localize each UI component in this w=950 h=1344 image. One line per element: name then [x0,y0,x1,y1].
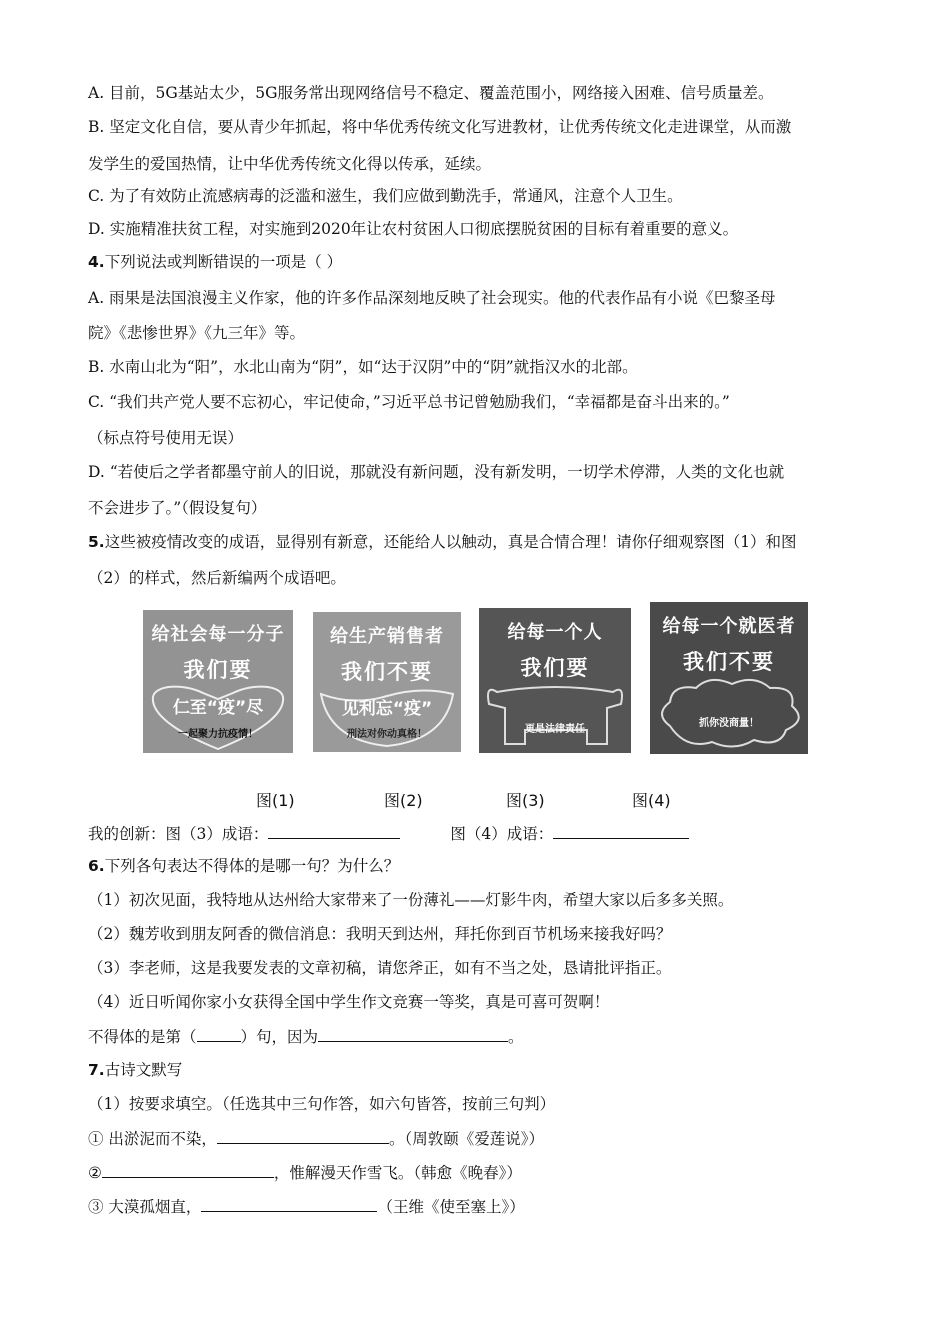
q7-sub1: （1）按要求填空。（任选其中三句作答，如六句皆答，按前三句判） [88,1095,556,1113]
q7-stem: 古诗文默写 [104,1061,183,1079]
q6-sentence-4: （4）近日听闻你家小女获得全国中学生作文竞赛一等奖，真是可喜可贺啊！ [88,993,610,1011]
q3-option-d: D. 实施精准扶贫工程，对实施到2020年让农村贫困人口彻底摆脱贫困的目标有着重要的意义。 [88,220,739,238]
q7-item-1 [88,1127,544,1150]
q4-option-d-line2: 不会进步了。”（假设复句） [88,499,267,517]
q7-stem-line [88,1059,182,1081]
q4-stem-line [88,251,342,273]
image4-small-text: 抓你没商量！ [699,718,759,729]
image2-idiom: 见利忘“疫” [341,699,433,719]
caption-1: 图(1) [256,791,295,810]
q4-stem: 下列说法或判断错误的一项是（ ） [104,253,343,271]
q5-answer-blank-4[interactable] [553,822,689,839]
q6-blank-reason[interactable] [318,1025,508,1042]
q6-stem-line [88,855,399,877]
q7-item3-blank[interactable] [201,1195,377,1212]
q4-number: 4. [88,253,105,271]
q4-option-a-line1: A. 雨果是法国浪漫主义作家，他的许多作品深刻地反映了社会现实。他的代表作品有小说《巴黎圣母 [88,289,776,307]
q7-item2-blank[interactable] [102,1161,274,1178]
q7-item3-part-b: （王维《使至塞上》） [377,1198,525,1216]
image3-small-text: 更是法律责任 [525,724,585,735]
idiom-image-2 [313,612,461,752]
image3-line2: 我们要 [520,656,590,680]
image1-line2: 我们要 [183,658,253,682]
q3-option-a: A. 目前，5G基站太少，5G服务常出现网络信号不稳定、覆盖范围小，网络接入困难、信号质量差。 [88,84,774,102]
image2-line1: 给生产销售者 [330,626,444,647]
q5-answer-blank-3[interactable] [268,822,400,839]
ox-icon [479,678,631,753]
q6-answer-part-b: ）句，因为 [240,1028,319,1046]
q6-sentence-1: （1）初次见面，我特地从达州给大家带来了一份薄礼——灯影牛肉，希望大家以后多多关照。 [88,891,734,909]
q7-item2-part-a: ② [88,1164,102,1182]
image1-idiom: 仁至“疫”尽 [172,698,264,718]
q6-sentence-2: （2）魏芳收到朋友阿香的微信消息：我明天到达州，拜托你到百节机场来接我好吗？ [88,925,672,943]
q6-blank-sentence[interactable] [197,1025,241,1042]
q4-option-c-line2: （标点符号使用无误） [88,429,244,447]
q4-option-d-line1: D. “若使后之学者都墨守前人的旧说，那就没有新问题，没有新发明，一切学术停滞，人类的文化也就 [88,463,785,481]
caption-3: 图(3) [506,791,545,810]
q7-item1-blank[interactable] [217,1127,389,1144]
q5-answer-prefix: 我的创新：图（3）成语： [88,825,269,843]
image4-line2: 我们不要 [683,650,775,674]
q7-item-2 [88,1161,522,1184]
image1-line1: 给社会每一分子 [151,624,285,645]
idiom-image-1 [143,610,293,753]
q4-option-a-line2: 院》《悲惨世界》《九三年》等。 [88,324,306,342]
idiom-images [140,600,820,760]
q4-option-b: B. 水南山北为“阳”，水北山南为“阴”，如“达于汉阴”中的“阴”就指汉水的北部。 [88,358,638,376]
idiom-image-3 [479,608,631,753]
q4-option-c-line1: C. “我们共产党人要不忘初心，牢记使命，”习近平总书记曾勉励我们，“幸福都是奋斗出来的。” [88,393,730,411]
q7-item3-part-a: ③ 大漠孤烟直， [88,1198,202,1216]
q6-stem: 下列各句表达不得体的是哪一句？为什么？ [104,857,400,875]
q7-item1-part-a: ① 出淤泥而不染， [88,1130,217,1148]
image3-line1: 给每一个人 [507,622,603,643]
image2-small-text: 刑法对你动真格！ [347,729,427,740]
q6-sentence-3: （3）李老师，这是我要发表的文章初稿，请您斧正，如有不当之处，恳请批评指正。 [88,959,672,977]
q3-option-b-line1: B. 坚定文化自信，要从青少年抓起，将中华优秀传统文化写进教材，让优秀传统文化走进课堂，从而激 [88,118,792,136]
q5-answer-mid: 图（4）成语： [450,825,554,843]
q5-stem-1: 这些被疫情改变的成语，显得别有新意，还能给人以触动，真是合情合理！请你仔细观察图（1）和图 [104,533,797,551]
idiom-image-4 [650,602,808,754]
image1-small-text: 一起聚力抗疫情！ [178,729,258,740]
q5-stem-line1 [88,531,797,553]
q5-number: 5. [88,533,105,551]
q7-item2-part-b: ，惟解漫天作雪飞。（韩愈《晚春》） [273,1164,522,1182]
q5-stem-line2: （2）的样式，然后新编两个成语吧。 [88,569,346,587]
q6-number: 6. [88,857,105,875]
q6-answer-part-a: 不得体的是第（ [88,1028,197,1046]
q6-answer-line [88,1025,524,1048]
q5-answer-line [88,822,689,845]
q7-number: 7. [88,1061,105,1079]
q6-answer-part-c: 。 [508,1028,524,1046]
q3-option-b-line2: 发学生的爱国热情，让中华优秀传统文化得以传承，延续。 [88,155,492,173]
image4-line1: 给每一个就医者 [662,616,796,637]
caption-2: 图(2) [384,791,423,810]
q7-item1-part-b: 。（周敦颐《爱莲说》） [388,1130,544,1148]
q3-option-c: C. 为了有效防止流感病毒的泛滥和滋生，我们应做到勤洗手，常通风，注意个人卫生。 [88,187,683,205]
q7-item-3 [88,1195,525,1218]
image2-line2: 我们不要 [341,660,433,684]
caption-4: 图(4) [632,791,671,810]
